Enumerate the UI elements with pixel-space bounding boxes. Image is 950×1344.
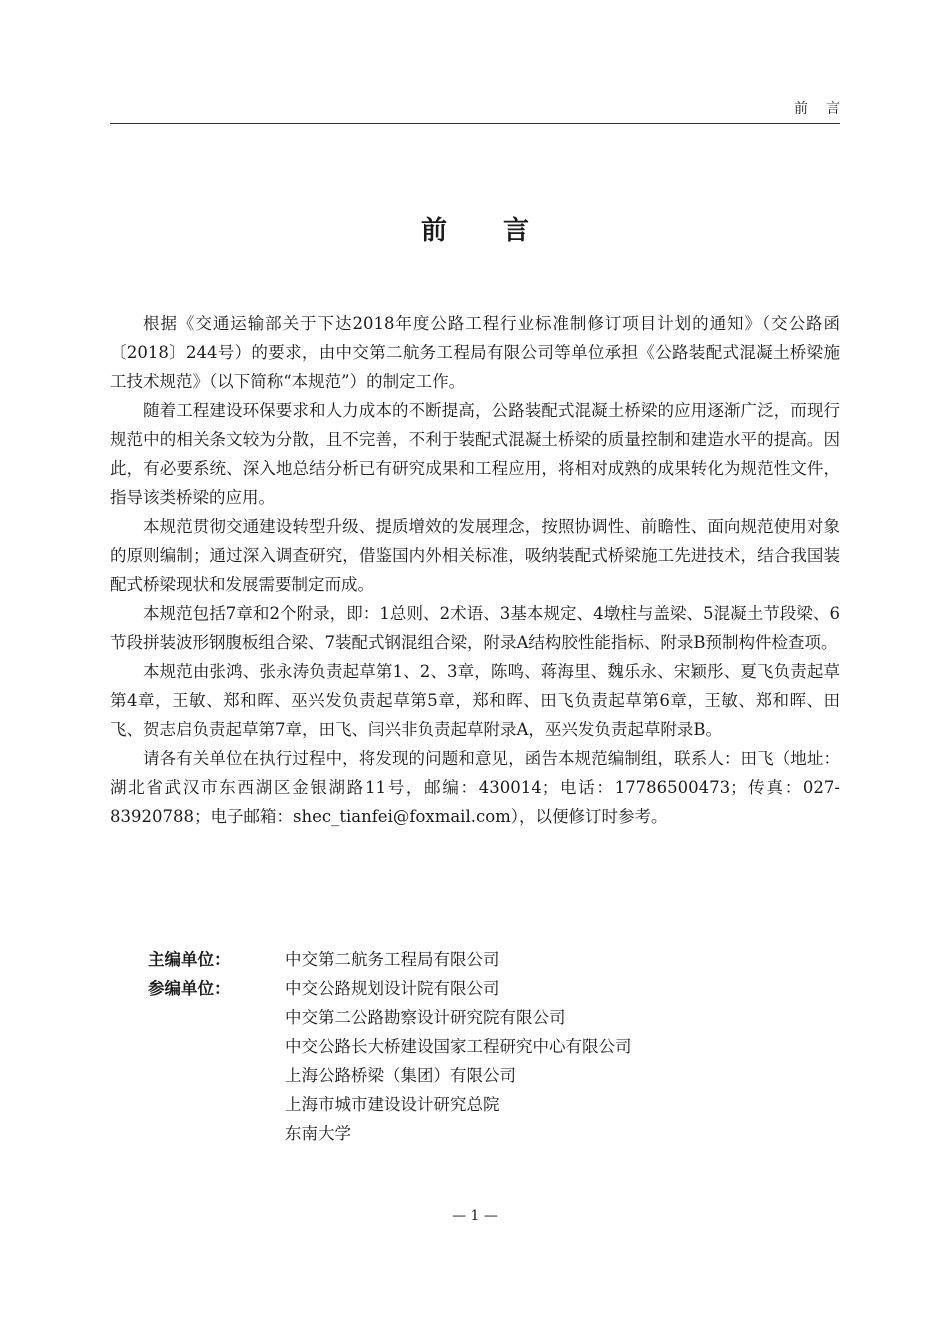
page-title: 前言 bbox=[420, 216, 585, 246]
header-rule bbox=[110, 123, 840, 124]
paragraph: 根据《交通运输部关于下达2018年度公路工程行业标准制修订项目计划的通知》（交公路函〔2018〕244号）的要求，由中交第二航务工程局有限公司等单位承担《公路装配式混凝土桥梁施工技术规范》（以下简称“本规范”）的制定工作。 bbox=[110, 314, 840, 391]
participating-unit: 上海市城市建设设计研究总院 bbox=[285, 1095, 500, 1114]
paragraph: 随着工程建设环保要求和人力成本的不断提高，公路装配式混凝土桥梁的应用逐渐广泛，而现行规范中的相关条文较为分散，且不完善，不利于装配式混凝土桥梁的质量控制和建造水平的提高。因此，有必要系统、深入地总结分析已有研究成果和工程应用，将相对成熟的成果转化为规范性文件，指导该类桥梁的应用。 bbox=[110, 401, 840, 507]
paragraph: 请各有关单位在执行过程中，将发现的问题和意见，函告本规范编制组，联系人：田飞（地址：湖北省武汉市东西湖区金银湖路11号，邮编：430014；电话：17786500473；传真：027-83920788；电子邮箱：shec_tianfei@foxmail.com），以便修订时参考。 bbox=[110, 749, 840, 826]
participating-units-row bbox=[148, 974, 632, 1148]
chief-unit-label: 主编单位： bbox=[148, 950, 231, 969]
paragraph: 本规范包括7章和2个附录，即：1总则、2术语、3基本规定、4墩柱与盖梁、5混凝土节段梁、6节段拼装波形钢腹板组合梁、7装配式钢混组合梁，附录A结构胶性能指标、附录B预制构件检查项。 bbox=[110, 604, 840, 652]
running-header: 前言 bbox=[794, 101, 858, 117]
participating-unit: 中交第二公路勘察设计研究院有限公司 bbox=[285, 1008, 566, 1027]
drafting-units bbox=[148, 945, 632, 1148]
paragraph: 本规范由张鸿、张永涛负责起草第1、2、3章，陈鸣、蒋海里、魏乐永、宋颖彤、夏飞负责起草第4章，王敏、郑和晖、巫兴发负责起草第5章，郑和晖、田飞负责起草第6章，王敏、郑和晖、田飞、贺志启负责起草第7章，田飞、闫兴非负责起草附录A，巫兴发负责起草附录B。 bbox=[110, 662, 840, 739]
participating-units-label: 参编单位： bbox=[148, 979, 231, 998]
participating-unit: 东南大学 bbox=[285, 1124, 351, 1143]
page-number: — 1 — bbox=[452, 1208, 498, 1224]
participating-unit: 上海公路桥梁（集团）有限公司 bbox=[285, 1066, 516, 1085]
body-text bbox=[110, 309, 840, 831]
chief-unit-row bbox=[148, 945, 632, 974]
participating-unit: 中交公路长大桥建设国家工程研究中心有限公司 bbox=[285, 1037, 632, 1056]
participating-unit: 中交公路规划设计院有限公司 bbox=[285, 979, 500, 998]
chief-unit: 中交第二航务工程局有限公司 bbox=[285, 950, 500, 969]
paragraph: 本规范贯彻交通建设转型升级、提质增效的发展理念，按照协调性、前瞻性、面向规范使用对象的原则编制；通过深入调查研究，借鉴国内外相关标准，吸纳装配式桥梁施工先进技术，结合我国装配式桥梁现状和发展需要制定而成。 bbox=[110, 517, 840, 594]
